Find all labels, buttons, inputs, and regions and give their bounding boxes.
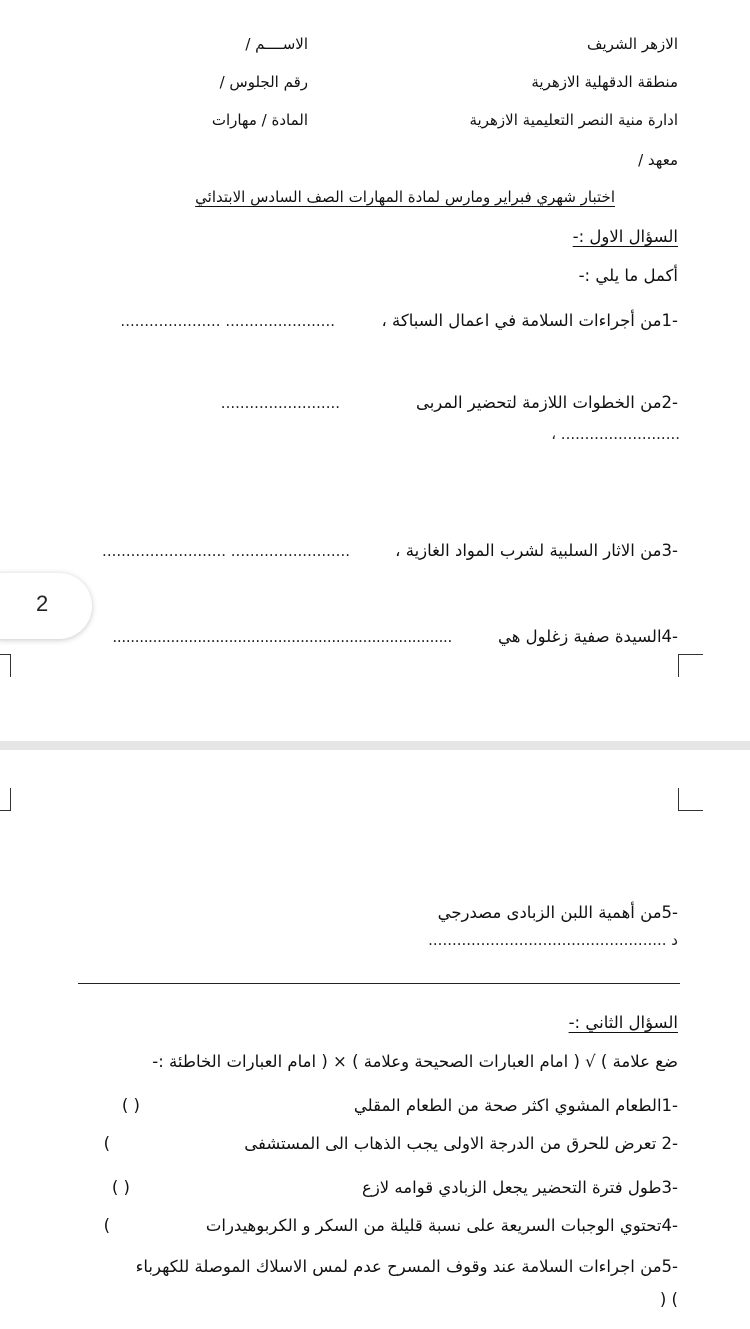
q2-item-2: -2 تعرض للحرق من الدرجة الاولى يجب الذهاب الى المستشفى: [244, 1134, 678, 1153]
q1-item-1: -1من أجراءات السلامة في اعمال السباكة ،: [381, 311, 678, 330]
exam-title: اختبار شهري فبراير ومارس لمادة المهارات الصف السادس الابتدائي: [195, 188, 615, 206]
q1-item-5: -5من أهمية اللبن الزبادى مصدرجي: [437, 903, 678, 922]
q2-item-4: -4تحتوي الوجبات السريعة على نسبة قليلة من السكر و الكربوهيدرات: [205, 1216, 678, 1235]
q2-item-4-answer: (: [103, 1216, 110, 1235]
page-corner-mark: [678, 788, 703, 811]
q1-item-2: -2من الخطوات اللازمة لتحضير المربى: [415, 393, 678, 412]
q1-item-4: -4السيدة صفية زغلول هي: [497, 627, 678, 646]
page-separator: [0, 741, 750, 750]
header-region: منطقة الدقهلية الازهرية: [531, 73, 678, 91]
q2-item-1: -1الطعام المشوي اكثر صحة من الطعام المقلي: [353, 1096, 678, 1115]
page-corner-mark: [0, 788, 11, 811]
q1-item-1-blank: ..................... .......................: [120, 312, 335, 330]
q2-item-1-answer: ( ): [121, 1096, 140, 1115]
q1-item-3: -3من الاثار السلبية لشرب المواد الغازية ،: [395, 541, 678, 560]
q2-instruction: ضع علامة ) √ ( امام العبارات الصحيحة وعلامة ) × ( امام العبارات الخاطئة :-: [152, 1052, 678, 1071]
header-seat-number-label: رقم الجلوس /: [219, 73, 308, 91]
q2-item-5-answer: ) (: [659, 1290, 678, 1309]
q2-item-3-answer: ( ): [111, 1178, 130, 1197]
section-divider: [78, 983, 680, 984]
page-corner-mark: [678, 654, 703, 677]
q2-item-3: -3طول فترة التحضير يجعل الزبادي قوامه لازع: [361, 1178, 678, 1197]
page-number-badge: [0, 573, 92, 639]
q1-item-3-blank: .......................... .........................: [102, 542, 350, 560]
q1-item-5-blank-line2: د ..................................................: [428, 931, 678, 949]
q2-item-2-answer: (: [103, 1134, 110, 1153]
header-subject-label: المادة / مهارات: [211, 111, 308, 129]
header-administration: ادارة منية النصر التعليمية الازهرية: [469, 111, 678, 129]
q1-heading: السؤال الاول :-: [572, 227, 678, 246]
page-corner-mark: [0, 654, 11, 677]
q1-item-2-blank-line2: ، .........................: [551, 425, 680, 443]
header-institute-label: معهد /: [638, 151, 678, 169]
header-institution: الازهر الشريف: [586, 35, 678, 53]
page-number: 2: [36, 591, 49, 616]
header-name-label: الاســــم /: [245, 35, 308, 53]
q2-item-5: -5من اجراءات السلامة عند وقوف المسرح عدم لمس الاسلاك الموصلة للكهرباء: [135, 1257, 678, 1276]
q1-item-2-blank: .........................: [220, 394, 340, 412]
q1-instruction: أكمل ما يلي :-: [578, 266, 678, 285]
q2-heading: السؤال الثاني :-: [568, 1013, 678, 1032]
q1-item-4-blank: ............................................................................: [112, 628, 452, 646]
